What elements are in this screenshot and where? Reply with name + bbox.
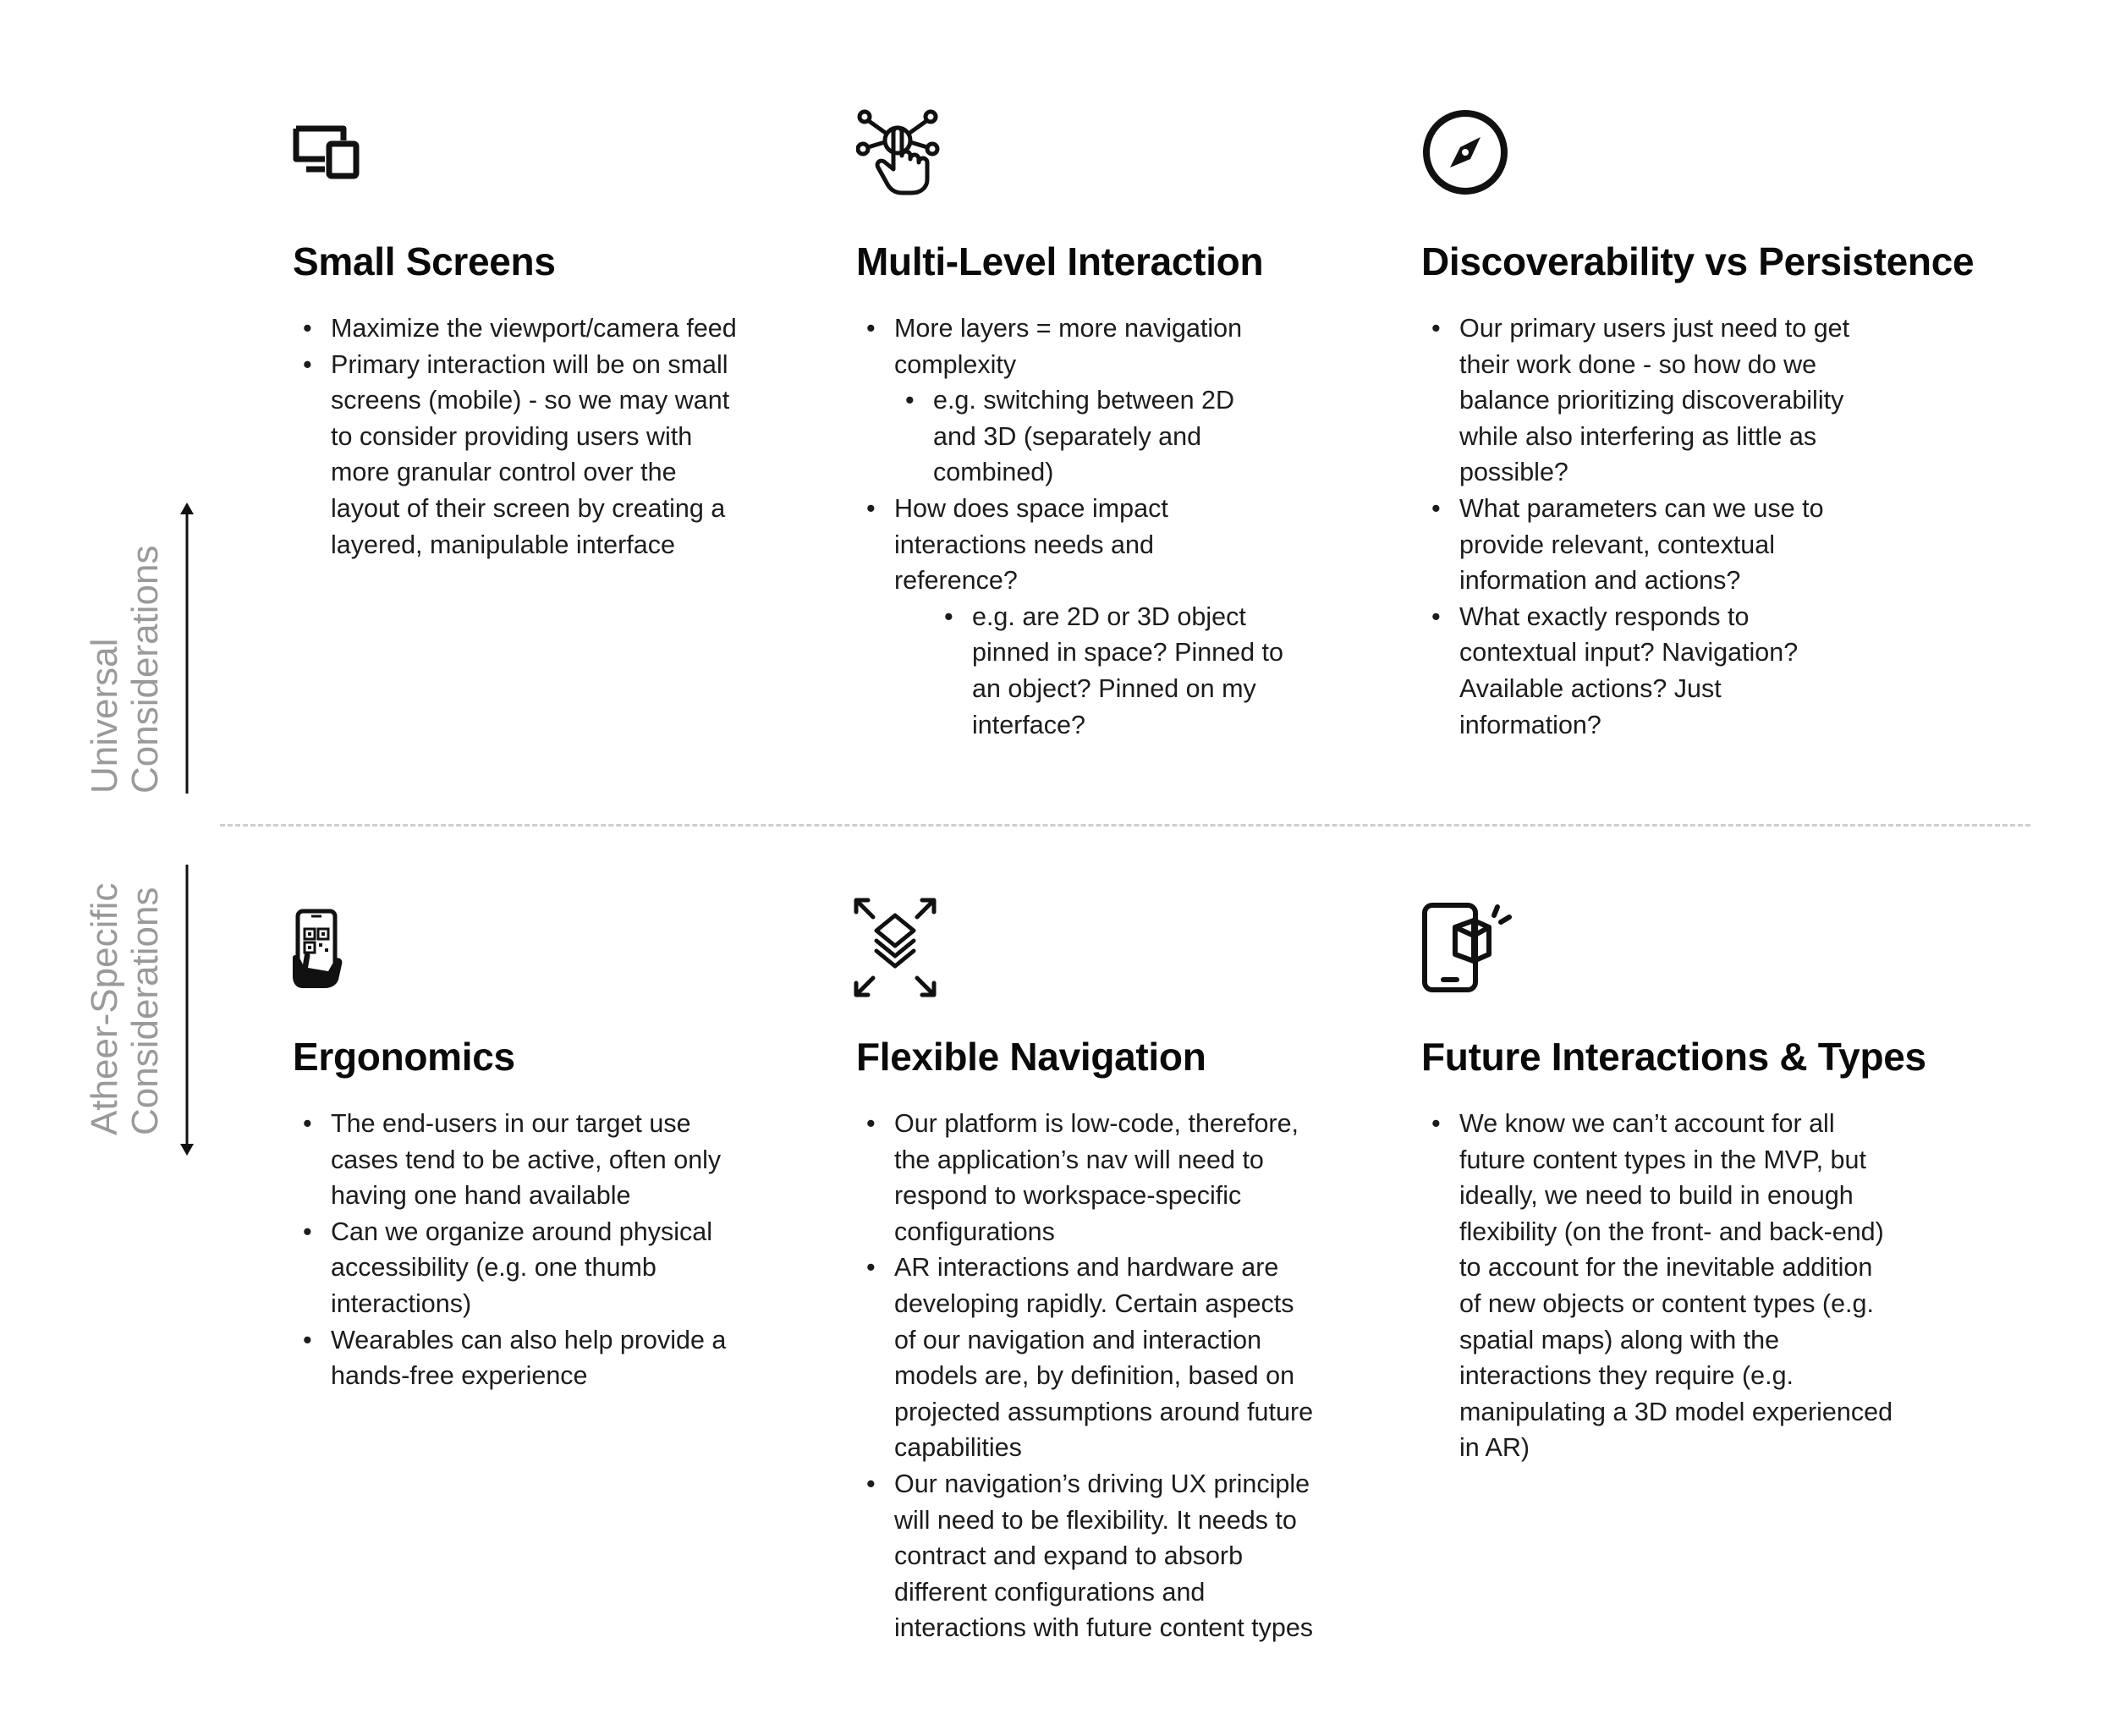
- list-item: • Wearables can also help provide a hands-free experience: [293, 1322, 771, 1394]
- list-item: • How does space impact interactions needs and reference?: [856, 491, 1233, 599]
- hand-phone-qr-icon: [291, 909, 347, 988]
- list-item: • e.g. are 2D or 3D object pinned in space? Pinned to an object? Pinned on my interface?: [856, 599, 1319, 743]
- card-title-ergonomics: Ergonomics: [293, 1035, 515, 1079]
- list-item: • Our platform is low-code, therefore, the application’s nav will need to respond to workspace-specific configurations: [856, 1106, 1317, 1250]
- card-title-future-interactions-types: Future Interactions & Types: [1421, 1035, 1926, 1079]
- ergonomics-bullets: [293, 1106, 750, 1394]
- atheer-specific-considerations-label: [85, 883, 166, 1135]
- touch-network-icon: [856, 108, 941, 196]
- specific-label-line-1: Atheer-Specific: [84, 882, 125, 1135]
- list-item: • Primary interaction will be on small screens (mobile) - so we may want to consider providing users with more granular control over the layout of their screen by creating a layered, manipulable interface: [293, 347, 750, 563]
- list-item: • Can we organize around physical accessibility (e.g. one thumb interactions): [293, 1214, 750, 1322]
- layers-expand-icon: [853, 897, 937, 998]
- compass-icon: [1421, 108, 1509, 196]
- list-item: • Our primary users just need to get their work done - so how do we balance prioritizing discoverability while also interfering as little as possible?: [1421, 310, 1861, 491]
- card-title-small-screens: Small Screens: [293, 239, 556, 283]
- universal-considerations-label: [85, 546, 166, 794]
- phone-ar-cube-icon: [1421, 902, 1514, 995]
- small-screens-bullets: [293, 310, 750, 563]
- card-title-discoverability-vs-persistence: Discoverability vs Persistence: [1421, 239, 1975, 283]
- up-arrow-icon: [178, 503, 196, 794]
- list-item: • What exactly responds to contextual input? Navigation? Available actions? Just information?: [1421, 599, 1861, 743]
- card-title-flexible-navigation: Flexible Navigation: [856, 1035, 1206, 1079]
- multi-level-interaction-bullets: [856, 310, 1320, 743]
- list-item: • The end-users in our target use cases tend to be active, often only having one hand available: [293, 1106, 762, 1214]
- card-title-multi-level-interaction: Multi-Level Interaction: [856, 239, 1264, 283]
- list-item: • We know we can’t account for all future content types in the MVP, but ideally, we need to build in enough flexibility (on the front- and back-end) to account for the inevitable addition of new objects or content types (e.g. spatial maps) along with the interactions they require (e.g. manipulating a 3D model experienced in AR): [1421, 1106, 1899, 1466]
- discoverability-bullets: [1421, 310, 1861, 743]
- list-item: • More layers = more navigation complexity: [856, 310, 1292, 382]
- list-item: • AR interactions and hardware are developing rapidly. Certain aspects of our navigation and interaction models are, by definition, based on projected assumptions around future capabilities: [856, 1250, 1320, 1466]
- section-divider: [220, 824, 2030, 827]
- list-item: • Our navigation’s driving UX principle will need to be flexibility. It needs to contract and expand to absorb different configurations and interactions with future content types: [856, 1466, 1320, 1646]
- universal-label-line-1: Universal: [84, 638, 125, 794]
- list-item: • What parameters can we use to provide relevant, contextual information and actions?: [1421, 491, 1865, 599]
- universal-label-line-2: Considerations: [124, 545, 166, 794]
- flexible-navigation-bullets: [856, 1106, 1320, 1646]
- future-interactions-bullets: [1421, 1106, 1893, 1466]
- list-item: • Maximize the viewport/camera feed: [293, 310, 750, 347]
- down-arrow-icon: [178, 865, 196, 1156]
- list-item: • e.g. switching between 2D and 3D (separately and combined): [856, 382, 1280, 491]
- specific-label-line-2: Considerations: [124, 887, 166, 1135]
- devices-icon: [293, 125, 360, 179]
